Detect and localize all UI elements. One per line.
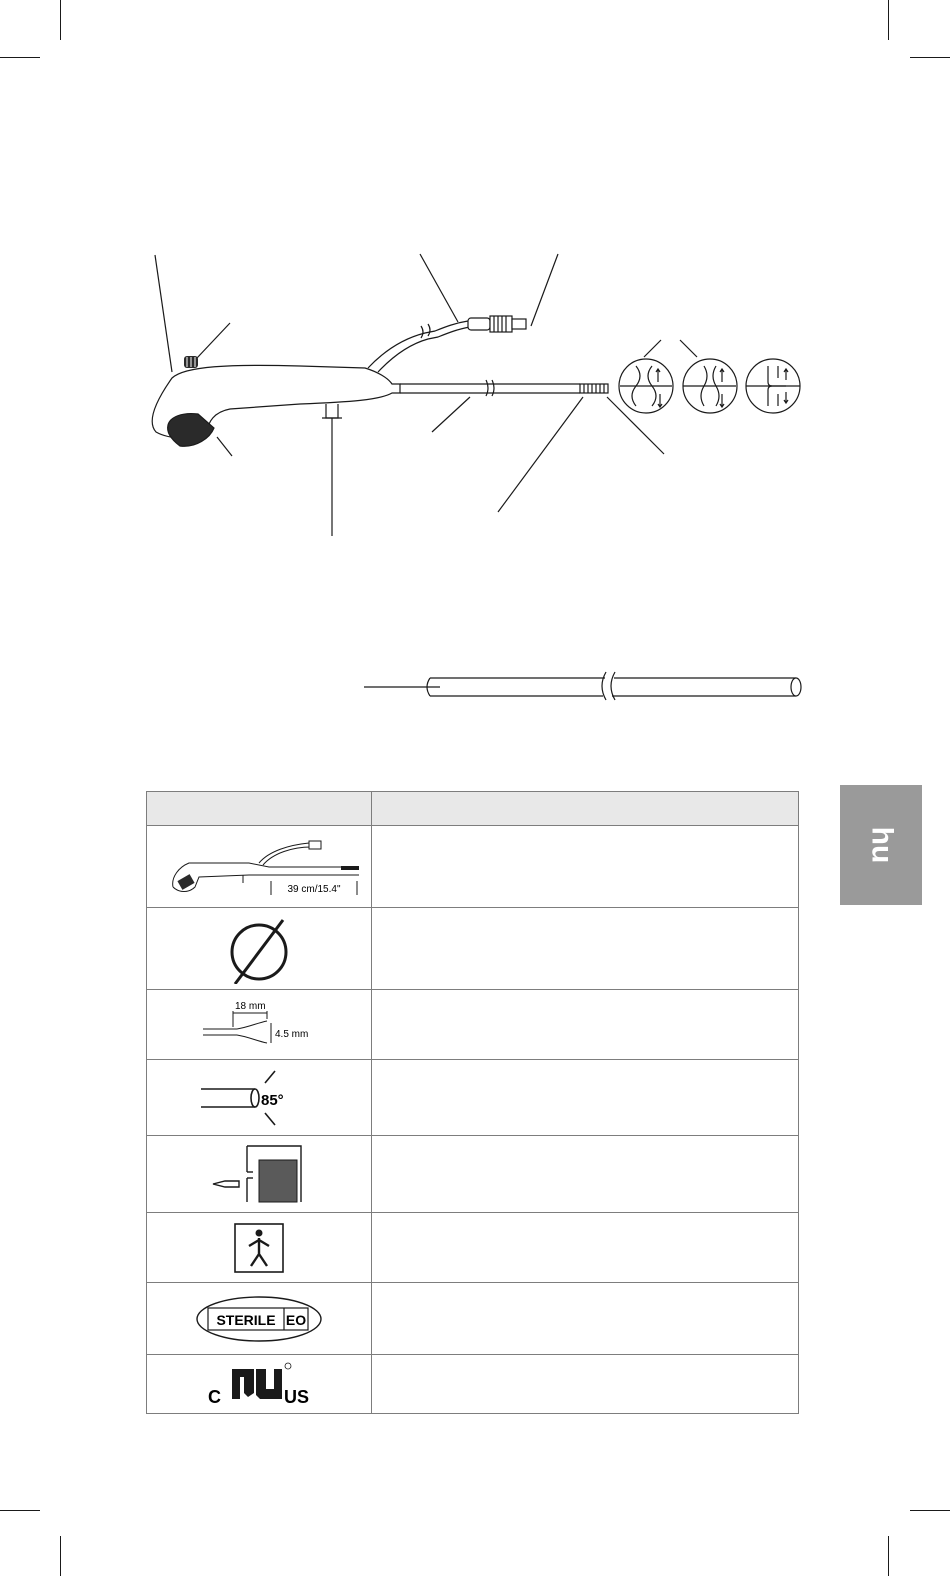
device-diagram (0, 0, 950, 760)
symbol-cell (147, 1136, 372, 1213)
table-header-row (147, 792, 799, 826)
articulation-angle-icon (199, 1063, 319, 1133)
type-bf-applied-part-icon (231, 1220, 287, 1276)
leader-line (420, 254, 458, 322)
symbol-cell (147, 990, 372, 1060)
tube-diagram (364, 672, 801, 700)
crop-mark (0, 1510, 40, 1511)
insertion-port-icon (209, 1142, 309, 1206)
leader-line (155, 255, 172, 372)
leader-line (680, 340, 697, 357)
device-length-icon (159, 837, 359, 897)
description-cell (372, 990, 799, 1060)
symbol-cell (147, 1355, 372, 1414)
symbol-cell (147, 908, 372, 990)
tip-width-label: 4.5 mm (275, 1028, 309, 1040)
connector (468, 318, 490, 330)
table-row (147, 908, 799, 990)
leader-line (531, 254, 558, 326)
description-cell (372, 826, 799, 908)
symbol-cell (147, 1213, 372, 1283)
ul-c-label: C (208, 1387, 221, 1407)
spec-table (146, 791, 799, 1414)
device-length-label: 39 cm/15.4" (287, 883, 341, 895)
description-cell (372, 1136, 799, 1213)
description-cell (372, 908, 799, 990)
crop-mark (910, 1510, 950, 1511)
ul-certification-icon (204, 1359, 314, 1409)
leader-line (644, 340, 661, 357)
table-row (147, 1283, 799, 1355)
leader-line (197, 323, 230, 358)
table-row (147, 1213, 799, 1283)
description-cell (372, 1283, 799, 1355)
table-row (147, 826, 799, 908)
port (326, 404, 338, 418)
language-tab-label: hu (865, 826, 898, 864)
symbol-cell (147, 1283, 372, 1355)
crop-mark (60, 1536, 61, 1576)
table-row (147, 1136, 799, 1213)
tip-dimensions-icon (199, 997, 319, 1053)
table-row (147, 990, 799, 1060)
diameter-icon (219, 914, 299, 984)
ul-us-label: US (284, 1387, 310, 1407)
symbol-cell (147, 826, 372, 908)
table-header-cell (147, 792, 372, 826)
table-row (147, 1060, 799, 1136)
eo-label: EO (285, 1311, 307, 1328)
cable (368, 321, 468, 368)
table-row (147, 1355, 799, 1414)
description-cell (372, 1355, 799, 1414)
leader-line (498, 397, 583, 512)
leader-line (432, 397, 470, 432)
symbol-cell (147, 1060, 372, 1136)
articulation-views (619, 359, 800, 413)
sterile-eo-icon (194, 1294, 324, 1344)
crop-mark (888, 1536, 889, 1576)
angle-label: 85° (261, 1091, 284, 1109)
description-cell (372, 1060, 799, 1136)
language-tab (840, 785, 922, 905)
sterile-label: STERILE (216, 1311, 276, 1328)
leader-line (217, 437, 232, 456)
tip-length-label: 18 mm (235, 1000, 266, 1012)
table-header-cell (372, 792, 799, 826)
description-cell (372, 1213, 799, 1283)
